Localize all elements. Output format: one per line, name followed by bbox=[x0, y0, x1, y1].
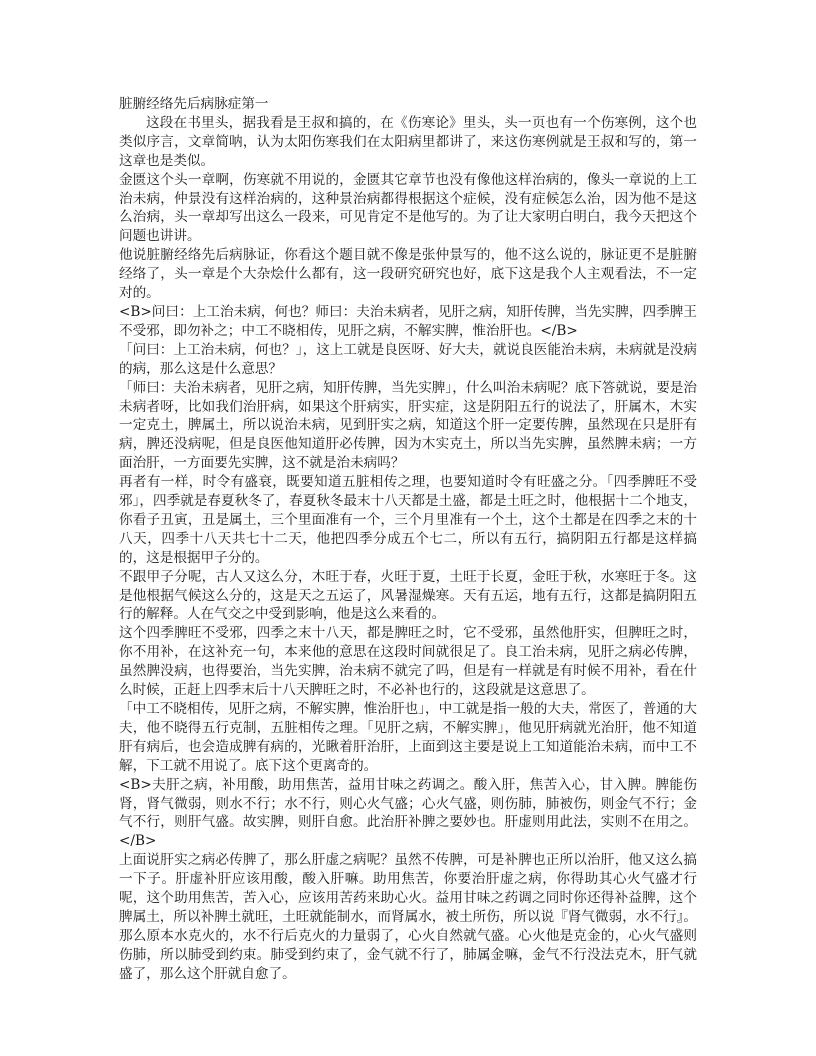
paragraph: 「中工不晓相传，见肝之病，不解实脾，惟治肝也」，中工就是指一般的大夫，常医了，普通的大夫，他不晓得五行克制，五脏相传之理。「见肝之病，不解实脾」，他见肝病就光治肝，他不知道肝有病后，也会造成脾有病的，光瞅着肝治肝，上面到这主要是说上工知道能治未病，而中工不解，下工就不用说了。底下这个更离奇的。 bbox=[119, 701, 697, 774]
document-page bbox=[119, 95, 697, 984]
classic-text-quote: <B>夫肝之病，补用酸，助用焦苦，益用甘味之药调之。酸入肝，焦苦入心，甘入脾。脾能伤肾，肾气微弱，则水不行；水不行，则心火气盛；心火气盛，则伤肺，肺被伤，则金气不行；金气不行，则肝气盛。故实脾，则肝自愈。此治肝补脾之要妙也。肝虚则用此法，实则不在用之。</B> bbox=[119, 776, 697, 850]
classic-text-quote: <B>问曰：上工治未病，何也？师曰：夫治未病者，见肝之病，知肝传脾，当先实脾，四季脾王不受邪，即勿补之；中工不晓相传，见肝之病，不解实脾，惟治肝也。</B> bbox=[119, 303, 697, 339]
paragraph: 金匮这个头一章啊，伤寒就不用说的，金匮其它章节也没有像他这样治病的，像头一章说的上工治未病，仲景没有这样治病的，这种景治病都得根据这个症候，没有症候怎么治，因为他不是这么治病，头一章却写出这么一段来，可见肯定不是他写的。为了让大家明白明白，我今天把这个问题也讲讲。 bbox=[119, 171, 697, 245]
paragraph: 再者有一样，时令有盛衰，既要知道五脏相传之理，也要知道时令有旺盛之分。「四季脾旺不受邪」，四季就是春夏秋冬了，春夏秋冬最末十八天都是土盛，都是土旺之时，他根据十二个地支，你看子丑寅，丑是属土，三个里面准有一个，三个月里准有一个土，这个土都是在四季之末的十八天，四季十八天共七十二天，他把四季分成五个七二，所以有五行，搞阴阳五行都是这样搞的，这是根据甲子分的。 bbox=[119, 474, 697, 566]
paragraph: 不跟甲子分呢，古人又这么分，木旺于春，火旺于夏，土旺于长夏，金旺于秋，水寒旺于冬。这是他根据气候这么分的，这是天之五运了，风暑湿燥寒。天有五运，地有五行，这都是搞阴阳五行的解释。人在气交之中受到影响，他是这么来看的。 bbox=[119, 568, 697, 623]
paragraph: 他说脏腑经络先后病脉证，你看这个题目就不像是张仲景写的，他不这么说的，脉证更不是脏腑经络了，头一章是个大杂烩什么都有，这一段研究研究也好，底下这是我个人主观看法，不一定对的。 bbox=[119, 247, 697, 302]
paragraph: 这个四季脾旺不受邪，四季之末十八天，都是脾旺之时，它不受邪，虽然他肝实，但脾旺之时，你不用补，在这补充一句，本来他的意思在这段时间就很足了。良工治未病，见肝之病必传脾，虽然脾没病，也得要治，当先实脾，治未病不就完了吗，但是有一样就是有时候不用补，看在什么时候，正赶上四季末后十八天脾旺之时，不必补也行的，这段就是这意思了。 bbox=[119, 625, 697, 699]
paragraph: 「师曰：夫治未病者，见肝之病，知肝传脾，当先实脾」，什么叫治未病呢？底下答就说，要是治未病者呀，比如我们治肝病，如果这个肝病实，肝实症，这是阴阳五行的说法了，肝属木，木实一定克土，脾属土，所以说治未病，见到肝实之病，知道这个肝一定要传脾，虽然现在只是肝有病，脾还没病呢，但是良医他知道肝必传脾，因为木实克土，所以当先实脾，虽然脾未病；一方面治肝，一方面要先实脾，这不就是治未病吗？ bbox=[119, 379, 697, 472]
chapter-title: 脏腑经络先后病脉症第一 bbox=[119, 96, 269, 112]
paragraph: 上面说肝实之病必传脾了，那么肝虚之病呢？虽然不传脾，可是补脾也正所以治肝，他又这么搞一下子。肝虚补肝应该用酸，酸入肝嘛。助用焦苦，你要治肝虚之病，你得助其心火气盛才行呢，这个助用焦苦，苦入心，应该用苦药来助心火。益用甘味之药调之同时你还得补益脾，这个脾属土，所以补脾土就旺，土旺就能制水，而肾属水，被土所伤，所以说『肾气微弱，水不行』。那么原本水克火的，水不行后克火的力量弱了，心火自然就气盛。心火他是克金的，心火气盛则伤肺，所以肺受到约束。肺受到约束了，金气就不行了，肺属金嘛，金气不行没法克木，肝气就盛了，那么这个肝就自愈了。 bbox=[119, 852, 697, 982]
paragraph: 「问曰：上工治未病，何也？」，这上工就是良医呀、好大夫，就说良医能治未病，未病就是没病的病，那么这是什么意思？ bbox=[119, 341, 697, 377]
paragraph: 这段在书里头，据我看是王叔和搞的，在《伤寒论》里头，头一页也有一个伤寒例，这个也类似序言，文章简呐，认为太阳伤寒我们在太阳病里都讲了，来这伤寒例就是王叔和写的，第一这章也是类似。 bbox=[119, 114, 697, 169]
